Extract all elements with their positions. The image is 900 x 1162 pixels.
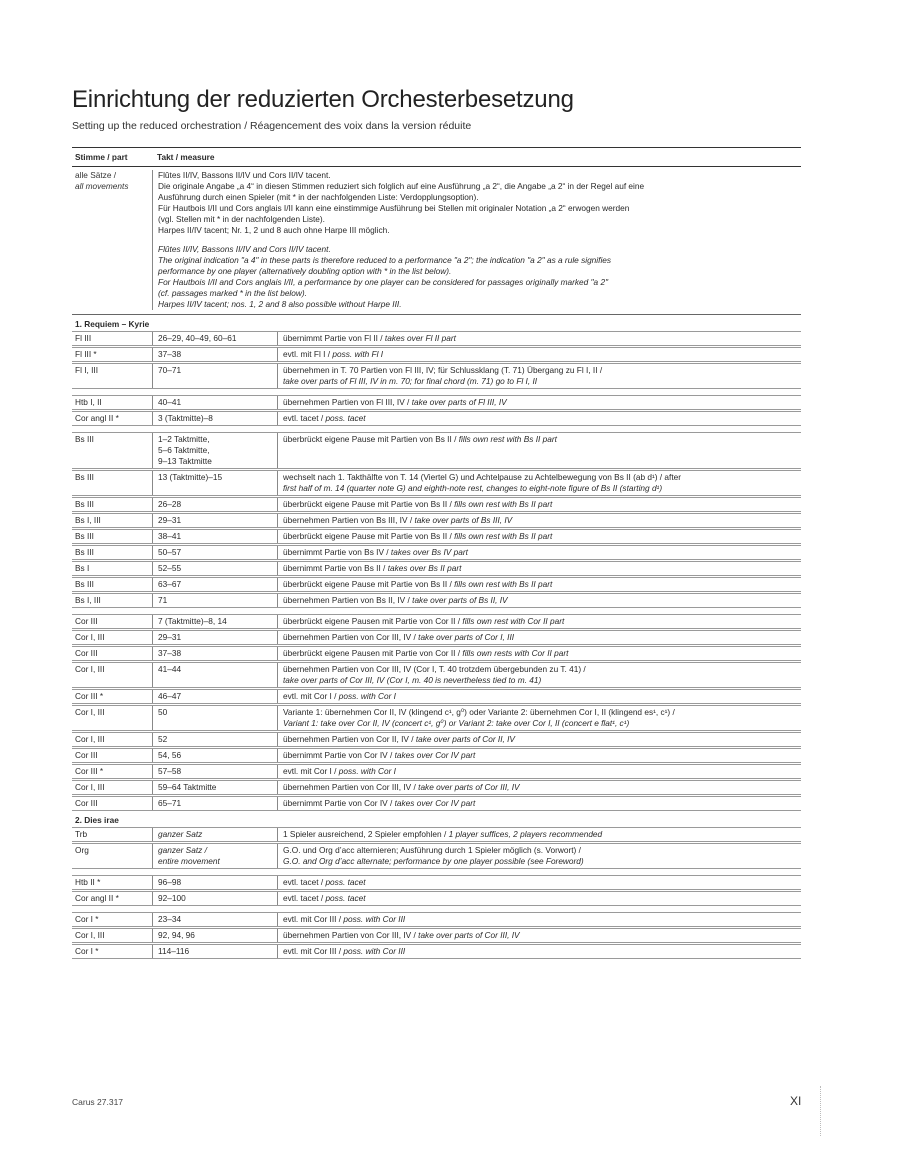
- instruction-en: take over parts of Cor III, IV (Cor I, m. 40 is nevertheless tied to m. 41): [283, 675, 542, 685]
- instruction-de: G.O. und Org d’acc alternieren; Ausführung durch 1 Spieler möglich (s. Vorwort) /: [283, 845, 581, 855]
- table-row: [72, 545, 801, 560]
- instruction-cell: [277, 348, 801, 361]
- orchestration-table: [72, 147, 801, 960]
- measure-line: 96–98: [158, 877, 182, 887]
- measure-line: 57–58: [158, 766, 182, 776]
- instruction-cell: [277, 647, 801, 660]
- instruction-de: überbrückt eigene Pausen mit Partie von Cor II /: [283, 648, 461, 658]
- instruction-en: 1 player suffices, 2 players recommended: [448, 829, 603, 839]
- page-edge-marks: [820, 1086, 823, 1136]
- instruction-de: übernehmen Partien von Fl III, IV /: [283, 397, 410, 407]
- table-row: [72, 748, 801, 763]
- page-title: Einrichtung der reduzierten Orchesterbesetzung: [72, 86, 574, 113]
- instruction-cell: [277, 594, 801, 607]
- measure-cell: [152, 530, 277, 543]
- measure-cell: [152, 706, 277, 730]
- table-row: [72, 780, 801, 795]
- instruction-cell: [277, 433, 801, 468]
- instruction-de: übernehmen Partien von Cor III, IV (Cor I, T. 40 trotzdem übergebunden zu T. 41) /: [283, 664, 586, 674]
- table-row: [72, 593, 801, 608]
- general-text: [152, 170, 801, 310]
- instruction-en: poss. tacet: [325, 877, 366, 887]
- measure-line: 29–31: [158, 515, 182, 525]
- instruction-en: poss. with Cor I: [338, 691, 396, 701]
- instruction-en: G.O. and Org d’acc alternate; performance by one player possible (see Foreword): [283, 856, 584, 866]
- part-cell: Bs III: [75, 547, 94, 557]
- measure-cell: [152, 578, 277, 591]
- measure-line: entire movement: [158, 856, 220, 866]
- measure-line: 65–71: [158, 798, 182, 808]
- measure-cell: [152, 892, 277, 905]
- instruction-cell: [277, 844, 801, 868]
- table-row: [72, 875, 801, 890]
- part-cell: Cor III *: [75, 691, 104, 701]
- instruction-en: fills own rest with Bs II part: [454, 499, 553, 509]
- table-row: [72, 705, 801, 731]
- table-row: [72, 928, 801, 943]
- measure-line: 3 (Taktmitte)–8: [158, 413, 213, 423]
- measure-line: 71: [158, 595, 168, 605]
- instruction-en: poss. tacet: [325, 893, 366, 903]
- measure-cell: [152, 828, 277, 841]
- table-row: [72, 764, 801, 779]
- instruction-de: übernimmt Partie von Cor IV /: [283, 750, 393, 760]
- instruction-en: takes over Cor IV part: [394, 798, 476, 808]
- instruction-cell: [277, 396, 801, 409]
- part-cell: Bs III: [75, 472, 94, 482]
- measure-line: 70–71: [158, 365, 182, 375]
- instruction-cell: [277, 546, 801, 559]
- measure-cell: [152, 733, 277, 746]
- instruction-cell: [277, 615, 801, 628]
- measure-line: 114–116: [158, 946, 190, 956]
- instruction-cell: [277, 690, 801, 703]
- instruction-en: take over parts of Cor III, IV: [418, 782, 520, 792]
- part-cell: Cor III: [75, 616, 98, 626]
- instruction-de: Variante 1: übernehmen Cor II, IV (klingend c¹, g⁰) oder Variante 2: übernehmen Cor I, II (klingend es¹, c¹) /: [283, 707, 675, 717]
- table-row: [72, 331, 801, 346]
- instruction-de: überbrückt eigene Pausen mit Partie von Cor II /: [283, 616, 461, 626]
- table-row: [72, 363, 801, 389]
- instruction-cell: [277, 498, 801, 511]
- measure-line: ganzer Satz /: [158, 845, 207, 855]
- part-cell: Bs III: [75, 434, 94, 444]
- measure-cell: [152, 412, 277, 425]
- measure-cell: [152, 797, 277, 810]
- measure-line: 9–13 Taktmitte: [158, 456, 212, 466]
- header-part: Stimme / part: [75, 151, 128, 162]
- part-cell: Bs I, III: [75, 595, 101, 605]
- part-cell: Trb: [75, 829, 88, 839]
- part-cell: Cor III: [75, 798, 98, 808]
- part-cell: Cor I, III: [75, 734, 105, 744]
- table-row: [72, 630, 801, 645]
- instruction-en: takes over Bs IV part: [390, 547, 468, 557]
- measure-cell: [152, 514, 277, 527]
- instruction-cell: [277, 797, 801, 810]
- instruction-en: fills own rest with Bs II part: [454, 531, 553, 541]
- measure-cell: [152, 348, 277, 361]
- measure-cell: [152, 647, 277, 660]
- instruction-cell: [277, 631, 801, 644]
- section-title: 1. Requiem – Kyrie: [75, 319, 150, 329]
- part-cell: Cor I *: [75, 946, 99, 956]
- instruction-de: übernehmen Partien von Bs III, IV /: [283, 515, 413, 525]
- table-header: [72, 147, 801, 167]
- instruction-en: first half of m. 14 (quarter note G) and eighth-note rest, changes to eight-note figure of Bs II (starting d¹): [283, 483, 663, 493]
- instruction-cell: [277, 892, 801, 905]
- measure-line: 59–64 Taktmitte: [158, 782, 217, 792]
- measure-line: 50–57: [158, 547, 182, 557]
- measure-cell: [152, 396, 277, 409]
- measure-line: 26–28: [158, 499, 182, 509]
- measure-line: 92, 94, 96: [158, 930, 195, 940]
- part-cell: Bs III: [75, 579, 94, 589]
- section-title: 2. Dies irae: [75, 815, 119, 825]
- measure-line: 37–38: [158, 648, 182, 658]
- measure-cell: [152, 332, 277, 345]
- instruction-en: take over parts of Cor III, IV: [418, 930, 520, 940]
- table-row: [72, 646, 801, 661]
- measure-line: 40–41: [158, 397, 182, 407]
- instruction-de: überbrückt eigene Pause mit Partie von Bs II /: [283, 579, 452, 589]
- table-row: [72, 689, 801, 704]
- instruction-cell: [277, 663, 801, 687]
- table-row: [72, 796, 801, 811]
- measure-cell: [152, 364, 277, 388]
- part-cell: Htb I, II: [75, 397, 102, 407]
- part-cell: Cor I, III: [75, 930, 105, 940]
- measure-line: ganzer Satz: [158, 829, 203, 839]
- instruction-en: poss. with Cor I: [338, 766, 396, 776]
- instruction-de: übernehmen Partien von Cor III, IV /: [283, 782, 416, 792]
- table-row: [72, 614, 801, 629]
- part-cell: Cor III: [75, 750, 98, 760]
- measure-line: 52–55: [158, 563, 182, 573]
- instruction-cell: [277, 514, 801, 527]
- part-cell: Fl I, III: [75, 365, 99, 375]
- instruction-en: fills own rest with Cor II part: [462, 616, 565, 626]
- part-cell: Cor I, III: [75, 632, 105, 642]
- table-row: [72, 944, 801, 959]
- table-row: [72, 891, 801, 906]
- measure-line: 92–100: [158, 893, 186, 903]
- instruction-en: poss. tacet: [325, 413, 366, 423]
- measure-cell: [152, 562, 277, 575]
- instruction-cell: [277, 530, 801, 543]
- table-row: [72, 470, 801, 496]
- part-cell: Cor angl II *: [75, 893, 119, 903]
- instruction-en: take over parts of Fl III, IV in m. 70; for final chord (m. 71) go to Fl I, II: [283, 376, 538, 386]
- instruction-de: übernimmt Partie von Bs IV /: [283, 547, 389, 557]
- general-text-en: Flûtes II/IV, Bassons II/IV and Cors II/IV tacent. The original indication "a 4" in these parts is therefore reduced to a performance "a 2"; the indication "a 2" as a rule signifies performance by one player (alternatively doubling option with * in the list below). For Hautbois I/II and Cors anglais I/II, a performance by one player can be considered for passages originally marked "a 2" (cf. passages marked * in the list below). Harpes II/IV tacent; nos. 1, 2 and 8 also possible without Harpe III.: [158, 244, 612, 309]
- instruction-de: wechselt nach 1. Takthälfte von T. 14 (Viertel G) und Achtelpause zu Achtelbewegung von Bs II (ab d¹) / after: [283, 472, 682, 482]
- table-row: [72, 732, 801, 747]
- instruction-en: fills own rest with Bs II part: [458, 434, 557, 444]
- page-number: XI: [790, 1094, 802, 1108]
- instruction-de: evtl. tacet /: [283, 893, 324, 903]
- measure-line: 7 (Taktmitte)–8, 14: [158, 616, 227, 626]
- measure-line: 41–44: [158, 664, 182, 674]
- measure-line: 50: [158, 707, 168, 717]
- instruction-de: evtl. tacet /: [283, 877, 324, 887]
- instruction-en: take over parts of Cor I, III: [418, 632, 515, 642]
- measure-cell: [152, 844, 277, 868]
- measure-line: 38–41: [158, 531, 182, 541]
- instruction-en: takes over Fl II part: [384, 333, 456, 343]
- instruction-en: Variant 1: take over Cor II, IV (concert c¹, g⁰) or Variant 2: take over Cor I, II (concert e flat¹, c¹): [283, 718, 630, 728]
- instruction-cell: [277, 471, 801, 495]
- instruction-cell: [277, 364, 801, 388]
- table-row: [72, 912, 801, 927]
- instruction-cell: [277, 749, 801, 762]
- instruction-de: übernehmen Partien von Cor III, IV /: [283, 632, 416, 642]
- instruction-de: überbrückt eigene Pause mit Partie von Bs II /: [283, 531, 452, 541]
- instruction-de: evtl. mit Cor III /: [283, 914, 342, 924]
- instruction-cell: [277, 765, 801, 778]
- part-cell: Bs III: [75, 499, 94, 509]
- table-row: [72, 432, 801, 469]
- part-cell: Htb II *: [75, 877, 101, 887]
- part-cell: Cor angl II *: [75, 413, 119, 423]
- instruction-de: übernehmen Partien von Bs II, IV /: [283, 595, 410, 605]
- table-row: [72, 497, 801, 512]
- part-cell: Org: [75, 845, 89, 855]
- publisher-number: Carus 27.317: [72, 1097, 124, 1107]
- measure-cell: [152, 433, 277, 468]
- instruction-cell: [277, 929, 801, 942]
- instruction-de: übernimmt Partie von Cor IV /: [283, 798, 393, 808]
- instruction-de: übernehmen in T. 70 Partien von Fl III, IV; für Schlussklang (T. 71) Übergang zu Fl I, II /: [283, 365, 603, 375]
- instruction-cell: [277, 945, 801, 958]
- measure-cell: [152, 929, 277, 942]
- part-cell: Bs III: [75, 531, 94, 541]
- part-cell: Fl III *: [75, 349, 97, 359]
- instruction-cell: [277, 876, 801, 889]
- part-cell: Cor I, III: [75, 782, 105, 792]
- instruction-en: poss. with Fl I: [332, 349, 384, 359]
- instruction-cell: [277, 578, 801, 591]
- general-text-de: Flûtes II/IV, Bassons II/IV und Cors II/IV tacent. Die originale Angabe „a 4“ in diesen Stimmen reduziert sich folglich auf eine Ausführung „a 2“, die Angabe „a 2“ in der Regel auf eine Ausführung durch einen Spieler (mit * in der nachfolgenden Liste: Verdopplungsoption). Für Hautbois I/II und Cors anglais I/II kann eine einstimmige Ausführung bei Stellen mit originaler Notation „a 2“ erwogen werden (vgl. Stellen mit * in der nachfolgenden Liste). Harpes II/IV tacent; Nr. 1, 2 und 8 auch ohne Harpe III möglich.: [158, 170, 645, 235]
- instruction-cell: [277, 562, 801, 575]
- measure-cell: [152, 631, 277, 644]
- measure-line: 46–47: [158, 691, 182, 701]
- measure-cell: [152, 749, 277, 762]
- instruction-en: takes over Cor IV part: [394, 750, 476, 760]
- table-row: [72, 843, 801, 869]
- part-cell: Cor III *: [75, 766, 104, 776]
- measure-line: 54, 56: [158, 750, 182, 760]
- measure-cell: [152, 498, 277, 511]
- measure-line: 37–38: [158, 349, 182, 359]
- part-cell: Bs I, III: [75, 515, 101, 525]
- instruction-de: überbrückt eigene Pause mit Partie von Bs II /: [283, 499, 452, 509]
- part-cell: Cor III: [75, 648, 98, 658]
- instruction-de: übernimmt Partie von Bs II /: [283, 563, 386, 573]
- instruction-en: take over parts of Fl III, IV: [411, 397, 507, 407]
- instruction-cell: [277, 332, 801, 345]
- instruction-en: fills own rests with Cor II part: [462, 648, 569, 658]
- measure-line: 13 (Taktmitte)–15: [158, 472, 223, 482]
- table-row: [72, 561, 801, 576]
- table-sections: [72, 317, 801, 959]
- instruction-en: take over parts of Bs II, IV: [412, 595, 508, 605]
- table-row: [72, 577, 801, 592]
- instruction-en: poss. with Cor III: [343, 946, 406, 956]
- instruction-en: poss. with Cor III: [343, 914, 406, 924]
- measure-cell: [152, 876, 277, 889]
- measure-cell: [152, 615, 277, 628]
- instruction-cell: [277, 412, 801, 425]
- table-row: [72, 529, 801, 544]
- instruction-en: take over parts of Cor II, IV: [415, 734, 515, 744]
- instruction-cell: [277, 781, 801, 794]
- measure-line: 52: [158, 734, 168, 744]
- measure-line: 29–31: [158, 632, 182, 642]
- instruction-de: evtl. mit Cor I /: [283, 766, 337, 776]
- page-subtitle: Setting up the reduced orchestration / Réagencement des voix dans la version réduite: [72, 120, 472, 132]
- instruction-cell: [277, 913, 801, 926]
- instruction-de: evtl. mit Cor I /: [283, 691, 337, 701]
- instruction-de: übernehmen Partien von Cor III, IV /: [283, 930, 416, 940]
- instruction-cell: [277, 733, 801, 746]
- part-cell: Bs I: [75, 563, 90, 573]
- measure-line: 1–2 Taktmitte,: [158, 434, 210, 444]
- instruction-de: überbrückt eigene Pause mit Partien von Bs II /: [283, 434, 457, 444]
- instruction-de: evtl. mit Cor III /: [283, 946, 342, 956]
- measure-cell: [152, 690, 277, 703]
- general-notes-row: [72, 167, 801, 315]
- instruction-en: fills own rest with Bs II part: [454, 579, 553, 589]
- table-row: [72, 662, 801, 688]
- measure-cell: [152, 546, 277, 559]
- measure-cell: [152, 913, 277, 926]
- part-cell: Cor I *: [75, 914, 99, 924]
- table-row: [72, 513, 801, 528]
- measure-cell: [152, 765, 277, 778]
- table-row: [72, 347, 801, 362]
- measure-cell: [152, 663, 277, 687]
- instruction-de: übernehmen Partien von Cor II, IV /: [283, 734, 414, 744]
- instruction-de: übernimmt Partie von Fl II /: [283, 333, 383, 343]
- table-row: [72, 395, 801, 410]
- instruction-cell: [277, 706, 801, 730]
- measure-cell: [152, 781, 277, 794]
- instruction-cell: [277, 828, 801, 841]
- table-row: [72, 827, 801, 842]
- instruction-de: evtl. tacet /: [283, 413, 324, 423]
- instruction-en: take over parts of Bs III, IV: [414, 515, 513, 525]
- measure-line: 63–67: [158, 579, 182, 589]
- table-row: [72, 411, 801, 426]
- instruction-de: evtl. mit Fl I /: [283, 349, 331, 359]
- measure-line: 5–6 Taktmitte,: [158, 445, 210, 455]
- measure-line: 23–34: [158, 914, 182, 924]
- part-cell: Cor I, III: [75, 707, 105, 717]
- header-measure: Takt / measure: [157, 151, 215, 162]
- part-cell: Fl III: [75, 333, 92, 343]
- measure-line: 26–29, 40–49, 60–61: [158, 333, 237, 343]
- instruction-en: takes over Bs II part: [387, 563, 462, 573]
- instruction-de: 1 Spieler ausreichend, 2 Spieler empfohlen /: [283, 829, 447, 839]
- measure-cell: [152, 471, 277, 495]
- part-cell: Cor I, III: [75, 664, 105, 674]
- measure-cell: [152, 945, 277, 958]
- general-label: alle Sätze / all movements: [75, 170, 129, 191]
- measure-cell: [152, 594, 277, 607]
